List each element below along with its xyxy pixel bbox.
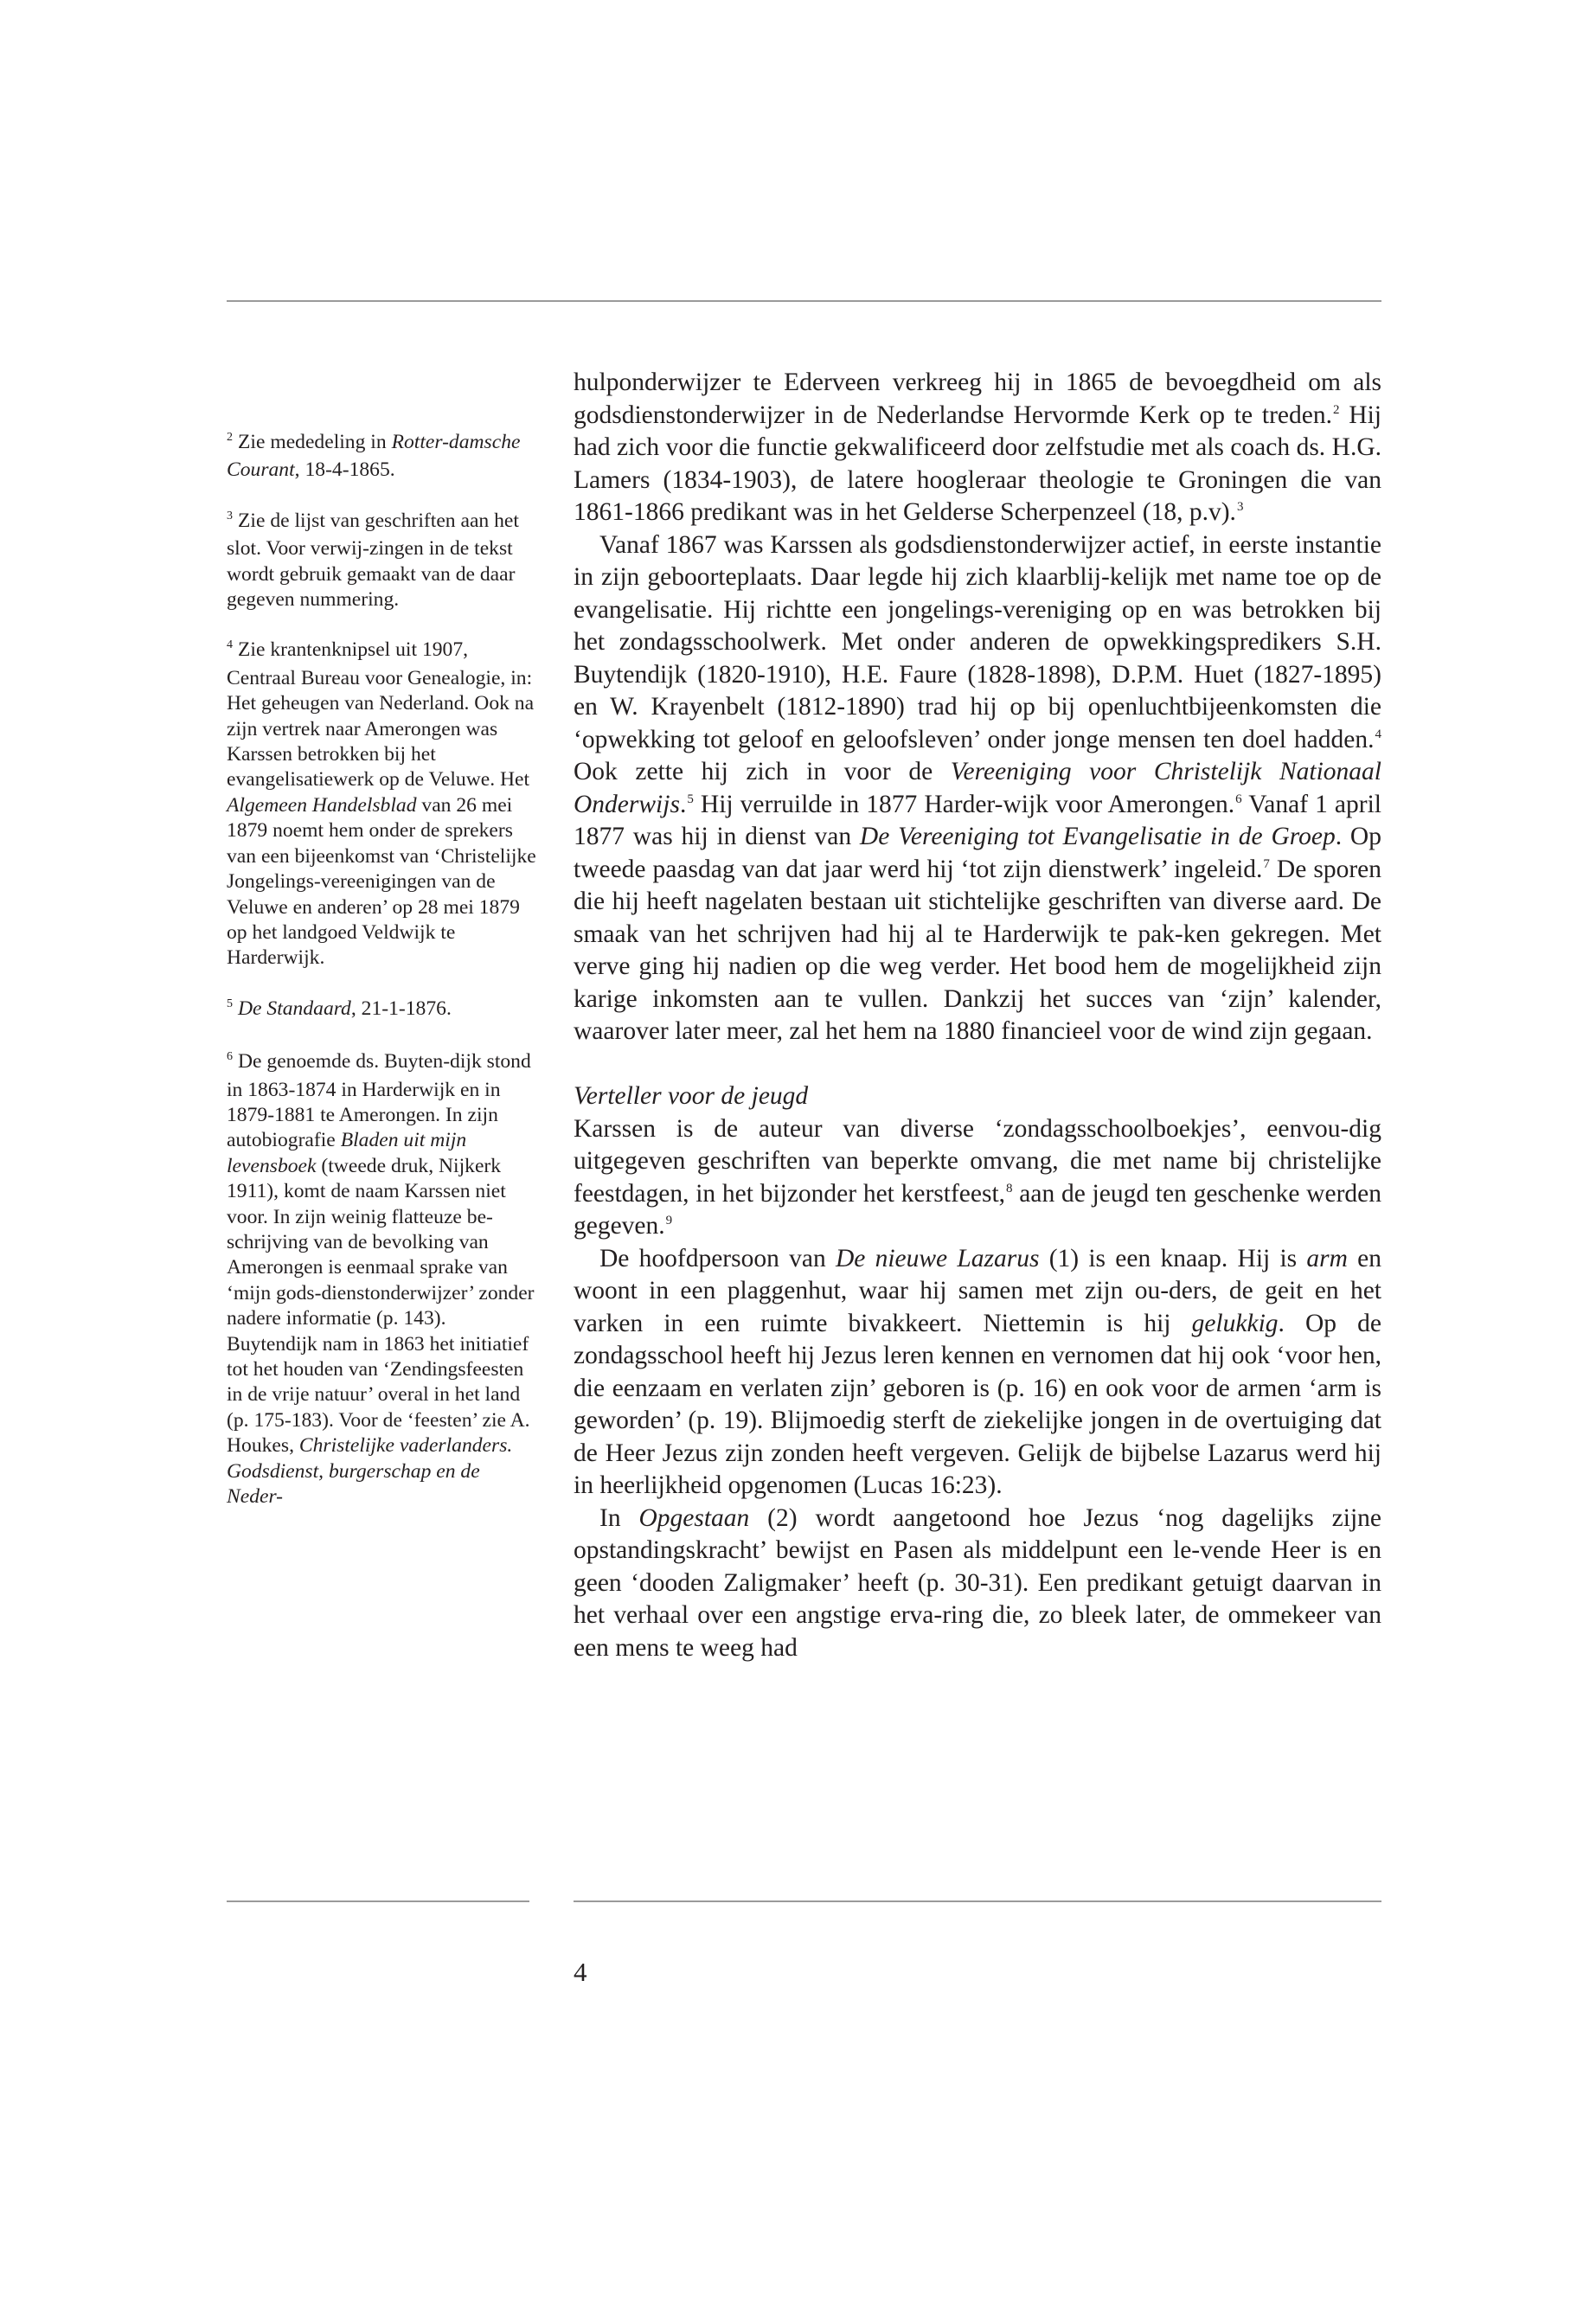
text-run: hulponderwijzer te Ederveen verkreeg hij in 1865 de bevoegdheid om als godsdienstonderwijzer in de Nederlandse Hervormde Kerk op te treden. [574, 369, 1381, 429]
main-text-bottom-rule [574, 1900, 1381, 1902]
body-paragraph [574, 1503, 1381, 1665]
text-run: De hoofdpersoon van [599, 1244, 836, 1272]
italic-text: Rotter-damsche Courant [227, 431, 521, 482]
footnote-column-bottom-rule [227, 1900, 529, 1902]
footnote-number: 5 [227, 997, 233, 1010]
text-run: Zie mededeling in [238, 431, 392, 453]
italic-text: Bladen uit mijn levensboek [227, 1129, 467, 1177]
body-paragraph [574, 367, 1381, 529]
footnote-3 [227, 509, 538, 613]
text-run: Hij had zich voor die functie gekwalificeerd door zelfstudie met als coach ds. H.G. Lamers (1834-1903), de latere hoogleraar theologie te Groningen die van 1861-1866 predikant was in het Gelderse Scherpenzeel (18, p.v). [574, 401, 1381, 526]
italic-text: gelukkig [1191, 1309, 1279, 1337]
text-run: . Op tweede paasdag van dat jaar werd hij ‘tot zijn dienstwerk’ ingeleid. [574, 823, 1381, 883]
italic-text: Christelijke vaderlanders. Godsdienst, burgerschap en de Neder- [227, 1434, 513, 1509]
footnote-reference: 6 [1235, 792, 1242, 806]
body-paragraph [574, 1243, 1381, 1503]
footnote-column [227, 430, 538, 1535]
text-run: Vanaf 1867 was Karssen als godsdienstonderwijzer actief, in eerste instantie in zijn geboorteplaats. Daar legde hij zich klaarblij-kelijk met name toe op de evangelisatie. Hij richtte een jongelings-vereniging op en was betrokken bij het zondagsschoolwerk. Met onder anderen de opwekkingspredikers S.H. Buytendijk (1820-1910), H.E. Faure (1828-1898), D.P.M. Huet (1827-1895) en W. Krayenbelt (1812-1890) trad hij op bij openluchtbijeenkomsten die ‘opwekking tot geloof en geloofsleven’ onder jonge mensen ten doel hadden. [574, 530, 1381, 753]
text-run: . [679, 790, 687, 818]
text-run: De genoemde ds. Buyten-dijk stond in 1863-1874 in Harderwijk en in 1879-1881 te Amerongen. In zijn autobiografie [227, 1050, 531, 1152]
text-run: Zie de lijst van geschriften aan het slot. Voor verwij-zingen in de tekst wordt gebruik gemaakt van de daar gegeven nummering. [227, 509, 519, 612]
body-paragraph [574, 1113, 1381, 1243]
text-run: , 18-4-1865. [294, 458, 395, 482]
italic-text: arm [1306, 1244, 1348, 1272]
text-run: , 21-1-1876. [350, 997, 452, 1020]
footnote-reference: 9 [665, 1214, 673, 1227]
footnote-6 [227, 1049, 538, 1509]
text-run: In [599, 1503, 639, 1532]
footnote-reference: 3 [1236, 500, 1244, 514]
section-heading [574, 1080, 1381, 1113]
text-run: Zie krantenknipsel uit 1907, Centraal Bureau voor Genealogie, in: Het geheugen van Nederland. Ook na zijn vertrek naar Amerongen was Karssen betrokken bij het evangelisatiewerk op de Veluwe. Het [227, 638, 535, 792]
text-run: (tweede druk, Nijkerk 1911), komt de naam Karssen niet voor. In zijn weinig flatteuze be-schrijving van de bevolking van Amerongen is eenmaal sprake van ‘mijn gods-dienstonderwijzer’ zonder nadere informatie (p. 143). Buytendijk nam in 1863 het initiatief tot het houden van ‘Zendingsfeesten in de vrije natuur’ overal in het land (p. 175-183). Voor de ‘feesten’ zie A. Houkes, [227, 1154, 535, 1458]
text-run: (2) wordt aangetoond hoe Jezus ‘nog dagelijks zijne opstandingskracht’ bewijst en Pasen als middelpunt een le-vende Heer is en geen ‘dooden Zaligmaker’ heeft (p. 30-31). Een predikant getuigt daarvan in het verhaal over een angstige erva-ring die, zo bleek later, de ommekeer van een mens te weeg had [574, 1503, 1381, 1662]
footnote-reference: 8 [1006, 1181, 1013, 1195]
footnote-4 [227, 638, 538, 971]
italic-text: Algemeen Handelsblad [227, 793, 417, 817]
italic-text: Vereeniging voor Christelijk Nationaal Onderwijs [574, 758, 1381, 818]
footnote-2 [227, 430, 538, 484]
footnote-reference: 2 [1332, 402, 1340, 417]
text-run: Verteller voor de jeugd [574, 1082, 809, 1110]
top-rule [227, 300, 1381, 302]
footnote-reference: 7 [1263, 856, 1270, 871]
footnote-number: 2 [227, 431, 233, 444]
footnote-number: 6 [227, 1050, 233, 1064]
text-run: Karssen is de auteur van diverse ‘zondagsschoolboekjes’, eenvou-dig uitgegeven geschriften van beperkte omvang, die met name bij christelijke feestdagen, in het bijzonder het kerstfeest, [574, 1114, 1381, 1208]
text-run: aan de jeugd ten geschenke werden gegeven. [574, 1179, 1381, 1240]
text-run: en woont in een plaggenhut, waar hij samen met zijn ou-ders, de geit en het varken in een ruimte bivakkeert. Niettemin is hij [574, 1244, 1382, 1337]
italic-text: De nieuwe Lazarus [835, 1244, 1040, 1272]
italic-text: De Vereeniging tot Evangelisatie in de Groep [859, 823, 1336, 850]
footnote-reference: 4 [1375, 727, 1381, 741]
footnote-reference: 5 [687, 792, 694, 806]
text-run: Vanaf 1 april 1877 was hij in dienst van [574, 790, 1381, 850]
text-run: Ook zette hij zich in voor de [574, 758, 951, 785]
page-number: 4 [574, 1957, 587, 1987]
text-run: De sporen die hij heeft nagelaten bestaan uit stichtelijke geschriften van diverse aard. De smaak van het schrijven had hij al te Harderwijk te pak-ken gekregen. Met verve ging hij nadien op die weg verder. Het bood hem de mogelijkheid zijn karige inkomsten aan te vullen. Dankzij het succes van ‘zijn’ kalender, waarover later meer, zal het hem na 1880 financieel voor de wind zijn gegaan. [574, 855, 1381, 1045]
text-run: (1) is een knaap. Hij is [1039, 1244, 1307, 1272]
text-run: van 26 mei 1879 noemt hem onder de sprekers van een bijeenkomst van ‘Christelijke Jongelings-vereenigingen van de Veluwe en anderen’ op 28 mei 1879 op het landgoed Veldwijk te Harderwijk. [227, 793, 536, 970]
footnote-number: 3 [227, 509, 233, 522]
text-run: . Op de zondagsschool heeft hij Jezus leren kennen en vernomen dat hij ook ‘voor hen, die eenzaam en verlaten zijn’ geboren is (p. 16) en ook voor de armen ‘arm is geworden’ (p. 19). Blijmoedig sterft de ziekelijke jongen in de overtuiging dat de Heer Jezus zijn zonden heeft vergeven. Gelijk de bijbelse Lazarus werd hij in heerlijkheid opgenomen (Lucas 16:23). [574, 1309, 1381, 1499]
italic-text: De Standaard [238, 997, 351, 1020]
italic-text: Opgestaan [638, 1503, 750, 1532]
body-paragraph [574, 529, 1381, 1048]
main-text-column [574, 367, 1381, 1664]
footnote-5 [227, 997, 538, 1024]
footnote-number: 4 [227, 638, 233, 652]
text-run: Hij verruilde in 1877 Harder-wijk voor Amerongen. [693, 790, 1235, 818]
